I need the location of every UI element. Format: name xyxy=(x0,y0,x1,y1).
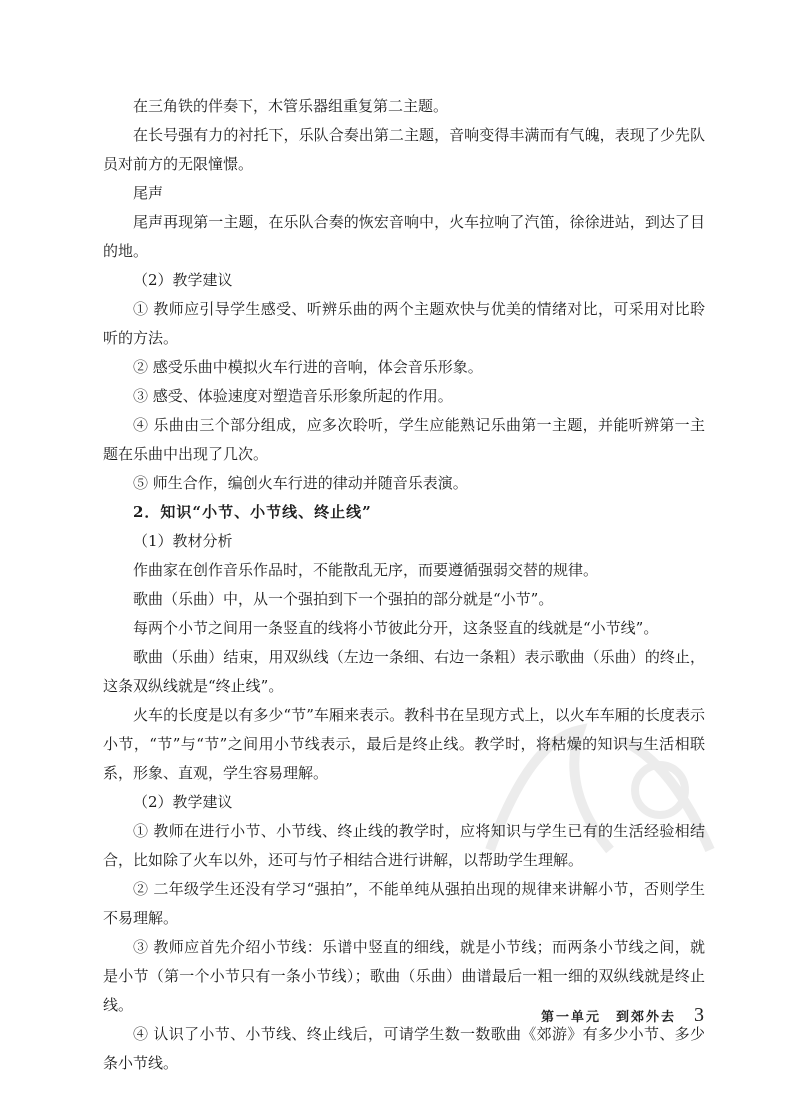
list-item: ① 教师在进行小节、小节线、终止线的教学时，应将知识与学生已有的生活经验相结合，比如除了火车以外，还可与竹子相结合进行讲解，以帮助学生理解。 xyxy=(103,822,705,869)
paragraph: 歌曲（乐曲）结束，用双纵线（左边一条细、右边一条粗）表示歌曲（乐曲）的终止，这条双纵线就是“终止线”。 xyxy=(103,648,705,695)
page-content xyxy=(103,92,705,1078)
list-item: ③ 感受、体验速度对塑造音乐形象所起的作用。 xyxy=(133,387,453,405)
list-item: ② 感受乐曲中模拟火车行进的音响，体会音乐形象。 xyxy=(133,358,483,376)
paragraph: 歌曲（乐曲）中，从一个强拍到下一个强拍的部分就是“小节”。 xyxy=(133,590,554,608)
paragraph: 火车的长度是以有多少“节”车厢来表示。教科书在呈现方式上，以火车车厢的长度表示小节，“节”与“节”之间用小节线表示，最后是终止线。教学时，将枯燥的知识与生活相联系，形象、直观，学生容易理解。 xyxy=(103,706,705,782)
subsection-heading: （2）教学建议 xyxy=(133,271,233,289)
section-heading: 2．知识“小节、小节线、终止线” xyxy=(133,503,372,521)
list-item: ⑤ 师生合作，编创火车行进的律动并随音乐表演。 xyxy=(133,474,468,492)
running-footer-title: 第一单元 到郊外去 xyxy=(540,1010,676,1025)
watermark-logo xyxy=(470,700,730,880)
list-item: ② 二年级学生还没有学习“强拍”，不能单纯从强拍出现的规律来讲解小节，否则学生不易理解。 xyxy=(103,880,705,927)
paragraph: 每两个小节之间用一条竖直的线将小节彼此分开，这条竖直的线就是“小节线”。 xyxy=(133,619,659,637)
list-item: ④ 乐曲由三个部分组成，应多次聆听，学生应能熟记乐曲第一主题，并能听辨第一主题在乐曲中出现了几次。 xyxy=(103,416,705,463)
list-item: ③ 教师应首先介绍小节线：乐谱中竖直的细线，就是小节线；而两条小节线之间，就是小节（第一个小节只有一条小节线）；歌曲（乐曲）曲谱最后一粗一细的双纵线就是终止线。 xyxy=(103,938,705,1014)
subsection-heading: （2）教学建议 xyxy=(133,793,233,811)
subsection-heading: （1）教材分析 xyxy=(133,532,233,550)
section-label: 尾声 xyxy=(133,184,164,202)
paragraph: 尾声再现第一主题，在乐队合奏的恢宏音响中，火车拉响了汽笛，徐徐进站，到达了目的地。 xyxy=(103,213,705,260)
list-item: ④ 认识了小节、小节线、终止线后，可请学生数一数歌曲《郊游》有多少小节、多少条小节线。 xyxy=(103,1025,705,1072)
page-number: 3 xyxy=(694,1004,704,1026)
paragraph: 作曲家在创作音乐作品时，不能散乱无序，而要遵循强弱交替的规律。 xyxy=(133,561,599,579)
paragraph: 在长号强有力的衬托下，乐队合奏出第二主题，音响变得丰满而有气魄，表现了少先队员对前方的无限憧憬。 xyxy=(103,126,705,173)
page-footer xyxy=(541,1004,704,1034)
paragraph: 在三角铁的伴奏下，木管乐器组重复第二主题。 xyxy=(133,97,449,115)
list-item: ① 教师应引导学生感受、听辨乐曲的两个主题欢快与优美的情绪对比，可采用对比聆听的方法。 xyxy=(103,300,705,347)
